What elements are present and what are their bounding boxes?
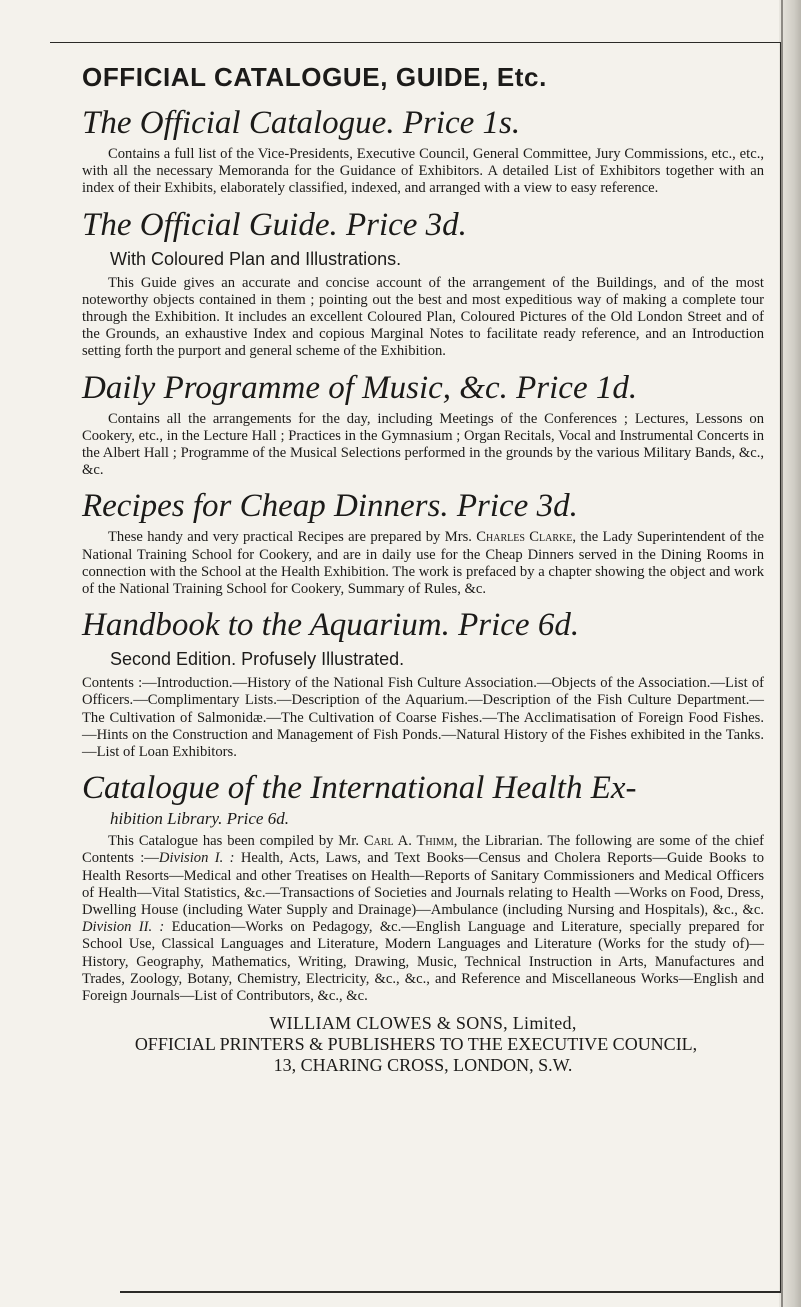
section-subtitle: With Coloured Plan and Illustrations.: [110, 248, 402, 269]
section-aquarium-handbook: [82, 606, 764, 761]
section-body: This Guide gives an accurate and concise account of the arrangement of the Buildings, and of the most noteworthy objects contained in them ; pointing out the best and most expeditious way of making a complete tour through the Exhibition. It includes an excellent Coloured Plan, Coloured Pictures of the Old London Street and of the Grounds, an exhaustive Index and copious Marginal Notes to facilitate ready reference, and an Introduction setting forth the purport and general scheme of the Exhibition.: [82, 274, 764, 360]
section-body: [82, 833, 764, 1005]
section-body: Contains all the arrangements for the day, including Meetings of the Conferences ; Lectures, Lessons on Cookery, etc., in the Lecture Hall ; Practices in the Gymnasium ; Organ Recitals, Vocal and Instrumental Concerts in the Albert Hall ; Programme of the Musical Selections performed in the grounds by the various Military Bands, &c., &c.: [82, 410, 764, 479]
publisher-address: 13, CHARING CROSS, LONDON, S.W.: [273, 1055, 573, 1076]
page-title: OFFICIAL CATALOGUE, GUIDE, Etc.: [82, 62, 547, 92]
author-name: Charles Clarke: [476, 529, 573, 546]
section-title: Daily Programme of Music, &c. Price 1d.: [82, 369, 638, 406]
section-subtitle: Second Edition. Profusely Illustrated.: [110, 649, 405, 670]
body-text: , the Librarian. The following are some of the chief Contents :—: [82, 833, 765, 867]
librarian-name: Carl A. Thimm: [363, 833, 454, 850]
publisher-name: WILLIAM CLOWES & SONS, Limited,: [269, 1013, 577, 1034]
section-title: Catalogue of the International Health Ex-: [82, 770, 637, 807]
section-recipes: [82, 487, 764, 598]
section-title: Recipes for Cheap Dinners. Price 3d.: [82, 488, 578, 525]
page-content: [82, 52, 764, 1076]
section-daily-programme: [82, 369, 764, 480]
body-text: Education—Works on Pedagogy, &c.—English Language and Literature, specially prepared for School Use, Classical Languages and Literature, Modern Languages and Literature (Works for the study of)—History, Geography, Mathematics, Writing, Drawing, Music, Technical Instruction in Arts, Manufactures and Trades, Zoology, Botany, Chemistry, Electricity, &c., &c., and Reference and Miscellaneous Works—English and Foreign Journals—List of Contributors, &c., &c.: [82, 919, 764, 1005]
section-official-catalogue: [82, 104, 764, 198]
section-official-guide: [82, 206, 764, 361]
body-text: This Catalogue has been compiled by Mr.: [108, 833, 364, 850]
body-text: Health, Acts, Laws, and Text Books—Census and Cholera Reports—Guide Books to Health Resorts—Medical and other Treatises on Health—Reports of Sanitary Commissioners and Medical Officers of Health—Vital Statistics, &c.—Transactions of Societies and Journals relating to Health —Works on Food, Dress, Dwelling House (including Water Supply and Drainage)—Ambulance (including Nursing and Hospitals), &c., &c.: [82, 850, 764, 919]
body-text: These handy and very practical Recipes are prepared by Mrs.: [108, 529, 477, 546]
section-subtitle: hibition Library. Price 6d.: [110, 809, 289, 829]
division-label: Division II. :: [82, 919, 165, 936]
section-body: Contents :—Introduction.—History of the National Fish Culture Association.—Objects of the Association.—List of Officers.—Complimentary Lists.—Description of the Aquarium.—Description of the Fish Culture Department.—The Cultivation of Salmonidæ.—The Cultivation of Coarse Fishes.—The Acclimatisation of Foreign Food Fishes.—Hints on the Construction and Management of Fish Ponds.—Natural History of the Fishes exhibited in the Tanks.—List of Loan Exhibitors.: [82, 675, 764, 761]
section-title: The Official Catalogue. Price 1s.: [82, 105, 521, 141]
section-title: Handbook to the Aquarium. Price 6d.: [82, 607, 580, 644]
division-label: Division I. :: [158, 850, 235, 867]
section-title: The Official Guide. Price 3d.: [82, 206, 467, 243]
publisher-role: OFFICIAL PRINTERS & PUBLISHERS TO THE EXECUTIVE COUNCIL,: [134, 1034, 698, 1055]
bottom-rule: [120, 1291, 780, 1293]
page-edge: [781, 0, 783, 1307]
publisher-footer: [82, 1013, 764, 1076]
section-body: Contains a full list of the Vice-Presidents, Executive Council, General Committee, Jury Commissions, etc., etc., with all the necessary Memoranda for the Guidance of Exhibitors. A detailed List of Exhibitors together with an index of their Exhibits, elaborately classified, indexed, and arranged with a view to easy reference.: [82, 146, 764, 197]
section-library-catalogue: [82, 769, 764, 1005]
section-body: [82, 529, 764, 598]
body-text: , the Lady Superintendent of the National Training School for Cookery, and are in daily use for the Cheap Dinners served in the Dining Rooms in connection with the School at the Health Exhibition. The work is prefaced by a chapter showing the object and work of the National Training School for Cookery, Summary of Rules, &c.: [82, 529, 764, 598]
